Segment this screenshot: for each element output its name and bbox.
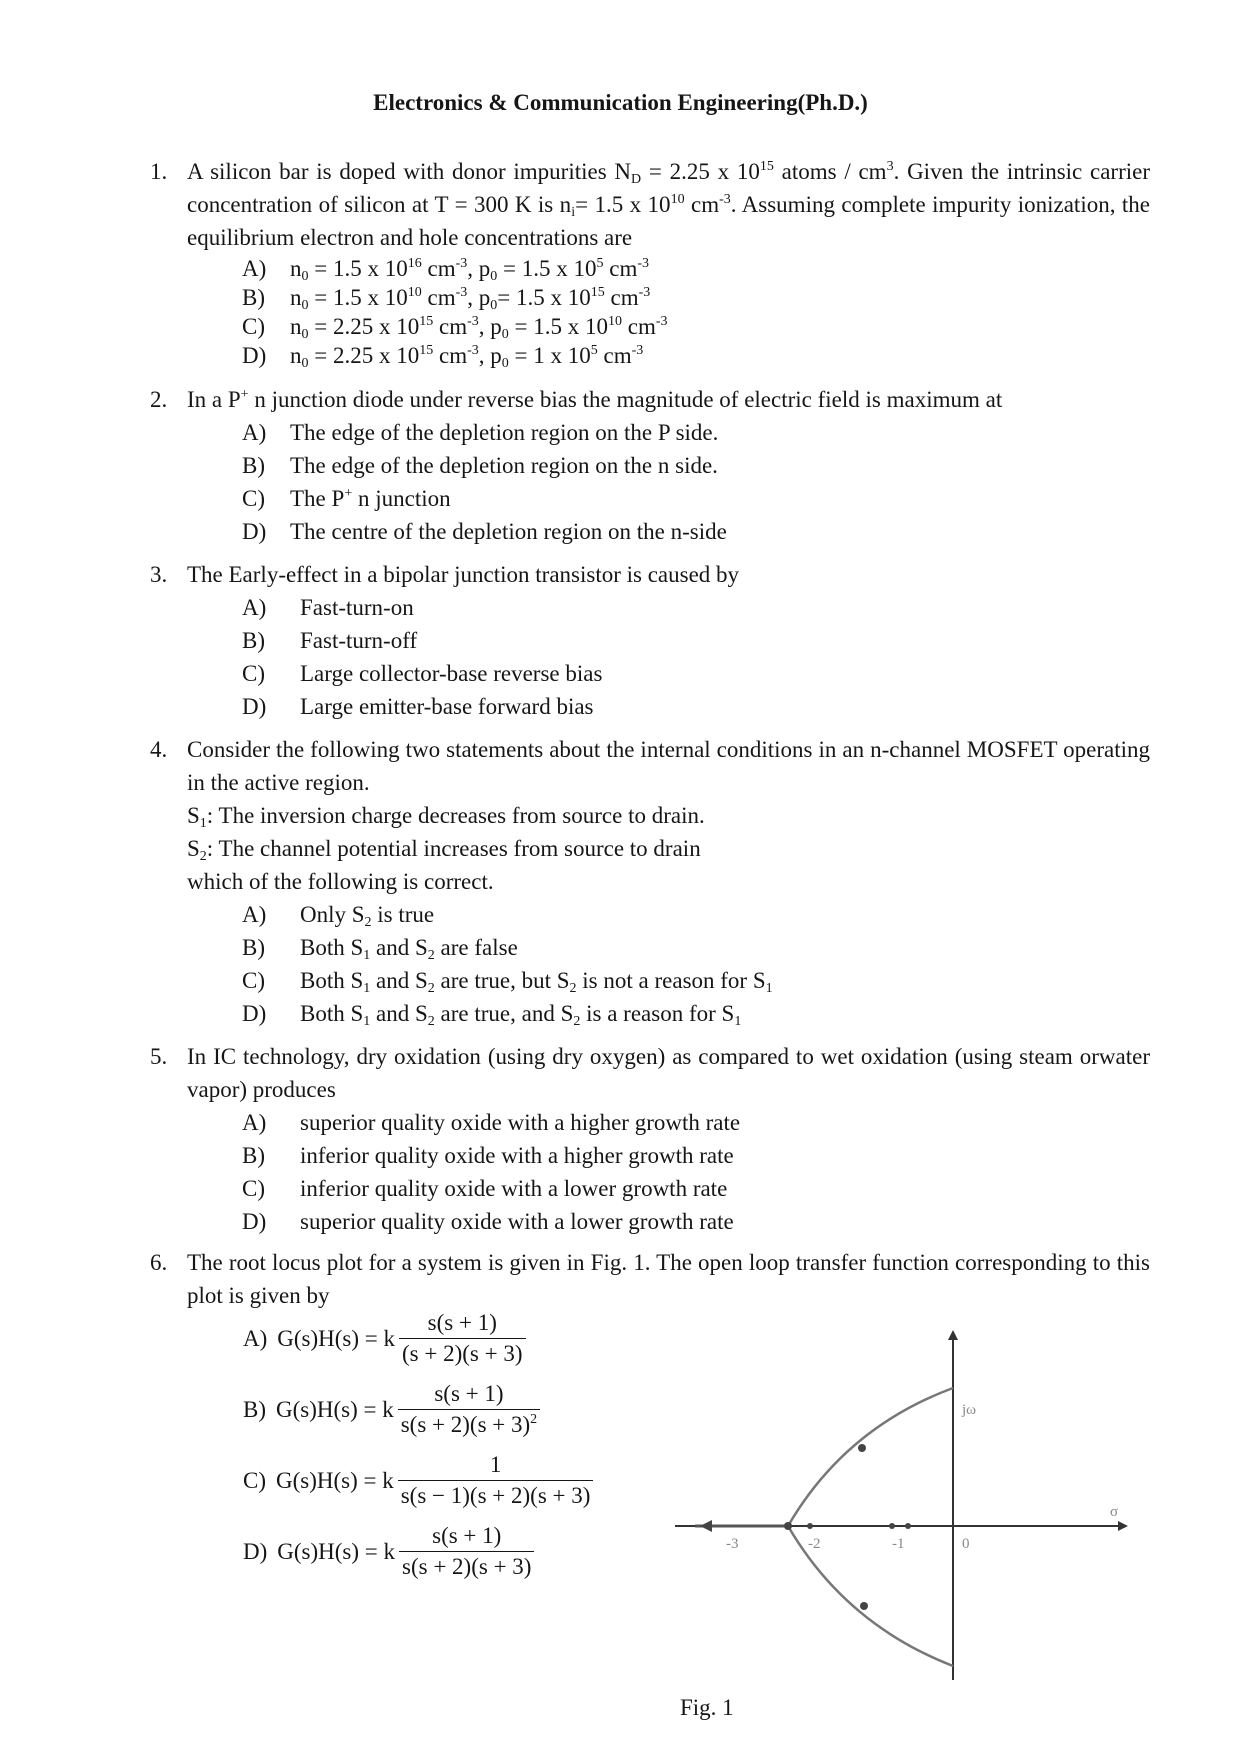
question-4 bbox=[150, 733, 1150, 1030]
option-b: B) inferior quality oxide with a higher growth rate bbox=[242, 1139, 1150, 1172]
figure-caption: Fig. 1 bbox=[680, 1695, 734, 1720]
question-number: 4. bbox=[150, 737, 168, 762]
option-text: $n_0 = 2.25$ x $10^{15}$ $cm^{-3}$, $p_0 = 1$ x $10^5$ $cm^{-3}$ bbox=[290, 343, 644, 371]
locus-point-lower bbox=[860, 1602, 868, 1610]
option-text: The edge of the depletion region on the P side. bbox=[290, 420, 719, 445]
imag-axis-arrow bbox=[948, 1330, 958, 1340]
numerator: s(s + 1) bbox=[432, 1523, 502, 1548]
locus-upper-branch bbox=[788, 1388, 953, 1526]
question-number: 2. bbox=[150, 387, 168, 412]
option-text: The centre of the depletion region on the n-side bbox=[290, 519, 727, 544]
pole-marker bbox=[905, 1523, 911, 1529]
option-a: A) $n_0 = 1.5$ x $10^{16}$ $cm^{-3}$, $p_0 = 1.5$ x $10^5$ $cm^{-3}$ bbox=[242, 256, 650, 284]
question-6 bbox=[150, 1246, 1150, 1312]
option-d: D) G(s)H(s) = k $\frac{s(s + 1)}{s(s + 2)(s + 3)}$ bbox=[243, 1523, 534, 1580]
option-text: superior quality oxide with a lower growth rate bbox=[300, 1209, 734, 1234]
option-text: The P+ n junction bbox=[290, 486, 451, 511]
option-text: $n_0 = 1.5$ x $10^{16}$ $cm^{-3}$, $p_0 = 1.5$ x $10^5$ $cm^{-3}$ bbox=[290, 256, 650, 284]
option-text: inferior quality oxide with a lower growth rate bbox=[300, 1176, 728, 1201]
transfer-function-lhs: G(s)H(s) = k bbox=[276, 1467, 394, 1493]
transfer-function-lhs: G(s)H(s) = k bbox=[277, 1538, 396, 1564]
option-a: A) The edge of the depletion region on the P side. bbox=[242, 416, 1150, 449]
options-list bbox=[242, 416, 1150, 548]
option-c: C) inferior quality oxide with a lower growth rate bbox=[242, 1172, 1150, 1205]
question-text: In IC technology, dry oxidation (using dry oxygen) as compared to wet oxidation (using steam orwater vapor) produces bbox=[187, 1044, 1150, 1102]
option-d: D) $n_0 = 2.25$ x $10^{15}$ $cm^{-3}$, $p_0 = 1$ x $10^5$ $cm^{-3}$ bbox=[242, 343, 644, 371]
locus-arrow-left bbox=[700, 1520, 712, 1532]
question-text: The root locus plot for a system is given in Fig. 1. The open loop transfer function corresponding to this plot is given by bbox=[187, 1250, 1150, 1308]
tick-label: 0 bbox=[962, 1536, 970, 1552]
option-b: B) $n_0 = 1.5$ x $10^{10}$ $cm^{-3}$, $p_0= 1.5$ x $10^{15}$ $cm^{-3}$ bbox=[242, 285, 651, 313]
option-c: C) Both $S_1$ and $S_2$ are true, but $S_2$ is not a reason for $S_1$ bbox=[242, 964, 1150, 997]
options-list bbox=[242, 1106, 1150, 1238]
option-d: D) Large emitter-base forward bias bbox=[242, 690, 1150, 723]
option-text: Both $S_1$ and $S_2$ are true, and $S_2$ is a reason for $S_1$ bbox=[300, 1001, 742, 1029]
question-5 bbox=[150, 1040, 1150, 1238]
option-d: D) The centre of the depletion region on the n-side bbox=[242, 515, 1150, 548]
option-text: inferior quality oxide with a higher growth rate bbox=[300, 1143, 734, 1168]
statement-1: $S_1$: The inversion charge decreases from source to drain. bbox=[187, 803, 705, 831]
option-a: A) Fast-turn-on bbox=[242, 591, 1150, 624]
option-a: A) superior quality oxide with a higher growth rate bbox=[242, 1106, 1150, 1139]
option-text: $n_0 = 2.25$ x $10^{15}$ $cm^{-3}$, $p_0 = 1.5$ x $10^{10}$ $cm^{-3}$ bbox=[290, 314, 668, 342]
option-text: The edge of the depletion region on the n side. bbox=[290, 453, 718, 478]
breakaway-point bbox=[784, 1522, 792, 1530]
option-a: A) Only $S_2$ is true bbox=[242, 898, 1150, 931]
pole-marker bbox=[807, 1523, 813, 1529]
denominator: $s(s + 2)(s + 3)^2$ bbox=[398, 1409, 540, 1438]
real-axis-label: σ bbox=[1110, 1504, 1119, 1520]
option-a: A) G(s)H(s) = k $\frac{s(s + 1)}{(s + 2)(s + 3)}$ bbox=[243, 1310, 526, 1367]
transfer-function-lhs: G(s)H(s) = k bbox=[277, 1325, 396, 1351]
fraction bbox=[399, 1523, 534, 1580]
tick-label: -3 bbox=[726, 1536, 739, 1552]
transfer-function-lhs: G(s)H(s) = k bbox=[276, 1396, 394, 1422]
tick-label: -1 bbox=[892, 1536, 905, 1552]
statement-2: $S_2$: The channel potential increases from source to drain bbox=[187, 836, 701, 864]
option-text: Both $S_1$ and $S_2$ are true, but $S_2$ is not a reason for $S_1$ bbox=[300, 968, 773, 996]
option-text: Large emitter-base forward bias bbox=[300, 694, 594, 719]
option-b: B) Both $S_1$ and $S_2$ are false bbox=[242, 931, 1150, 964]
numerator: 1 bbox=[489, 1452, 502, 1477]
option-text: Both $S_1$ and $S_2$ are false bbox=[300, 935, 518, 963]
options-list bbox=[242, 591, 1150, 723]
option-text: Only $S_2$ is true bbox=[300, 902, 435, 930]
options-list bbox=[242, 254, 1150, 370]
page-title: Electronics & Communication Engineering(Ph.D.) bbox=[373, 90, 868, 115]
denominator: (s + 2)(s + 3) bbox=[399, 1338, 525, 1367]
question-1 bbox=[150, 155, 1150, 370]
question-text: A silicon bar is doped with donor impurities $N_D = 2.25$ x $10^{15}$ atoms / $cm^3$. Given the intrinsic carrier concentration of silicon at T = 300 K is $n_i= 1.5$ x $10^{10}$ $cm^{-3}$. Assuming complete impurity ionization, the equilibrium electron and hole concentrations are bbox=[187, 159, 1150, 250]
option-c: C) Large collector-base reverse bias bbox=[242, 657, 1150, 690]
pole-marker bbox=[889, 1523, 895, 1529]
denominator: s(s + 2)(s + 3) bbox=[399, 1551, 534, 1580]
option-c: C) $n_0 = 2.25$ x $10^{15}$ $cm^{-3}$, $p_0 = 1.5$ x $10^{10}$ $cm^{-3}$ bbox=[242, 314, 668, 342]
tick-label: -2 bbox=[808, 1536, 821, 1552]
question-number: 1. bbox=[150, 159, 168, 184]
option-text: Fast-turn-off bbox=[300, 628, 418, 653]
option-c: C) The P+ n junction bbox=[242, 482, 1150, 515]
option-text: Large collector-base reverse bias bbox=[300, 661, 603, 686]
question-text: In a P+ n junction diode under reverse bias the magnitude of electric field is maximum at bbox=[187, 387, 1003, 412]
question-text: The Early-effect in a bipolar junction transistor is caused by bbox=[187, 562, 740, 587]
real-axis-arrow bbox=[1118, 1521, 1128, 1531]
numerator: s(s + 1) bbox=[434, 1381, 504, 1406]
question-2 bbox=[150, 383, 1150, 548]
option-b: B) G(s)H(s) = k $\frac{s(s + 1)}{s(s + 2)(s + 3)^2}$ bbox=[243, 1381, 540, 1438]
denominator: s(s − 1)(s + 2)(s + 3) bbox=[398, 1480, 594, 1509]
fraction bbox=[398, 1381, 540, 1438]
numerator: s(s + 1) bbox=[427, 1310, 497, 1335]
question-number: 3. bbox=[150, 562, 168, 587]
root-locus-figure bbox=[670, 1330, 1130, 1690]
question-number: 5. bbox=[150, 1044, 168, 1069]
question-text: Consider the following two statements about the internal conditions in an n-channel MOSFET operating in the active region. bbox=[187, 737, 1150, 795]
fraction bbox=[399, 1310, 525, 1367]
locus-point-upper bbox=[858, 1444, 866, 1452]
option-b: B) The edge of the depletion region on the n side. bbox=[242, 449, 1150, 482]
fraction bbox=[398, 1452, 594, 1509]
question-prompt: which of the following is correct. bbox=[187, 869, 494, 894]
options-list bbox=[242, 898, 1150, 1030]
option-text: superior quality oxide with a higher growth rate bbox=[300, 1110, 741, 1135]
option-c: C) G(s)H(s) = k $\frac{1}{s(s - 1)(s + 2)(s + 3)}$ bbox=[243, 1452, 593, 1509]
option-d: D) Both $S_1$ and $S_2$ are true, and $S_2$ is a reason for $S_1$ bbox=[242, 997, 1150, 1030]
option-text: $n_0 = 1.5$ x $10^{10}$ $cm^{-3}$, $p_0= 1.5$ x $10^{15}$ $cm^{-3}$ bbox=[290, 285, 651, 313]
option-d: D) superior quality oxide with a lower growth rate bbox=[242, 1205, 1150, 1238]
imag-axis-label: jω bbox=[962, 1402, 977, 1418]
question-number: 6. bbox=[150, 1250, 168, 1275]
question-3 bbox=[150, 558, 1150, 723]
option-text: Fast-turn-on bbox=[300, 595, 414, 620]
option-b: B) Fast-turn-off bbox=[242, 624, 1150, 657]
